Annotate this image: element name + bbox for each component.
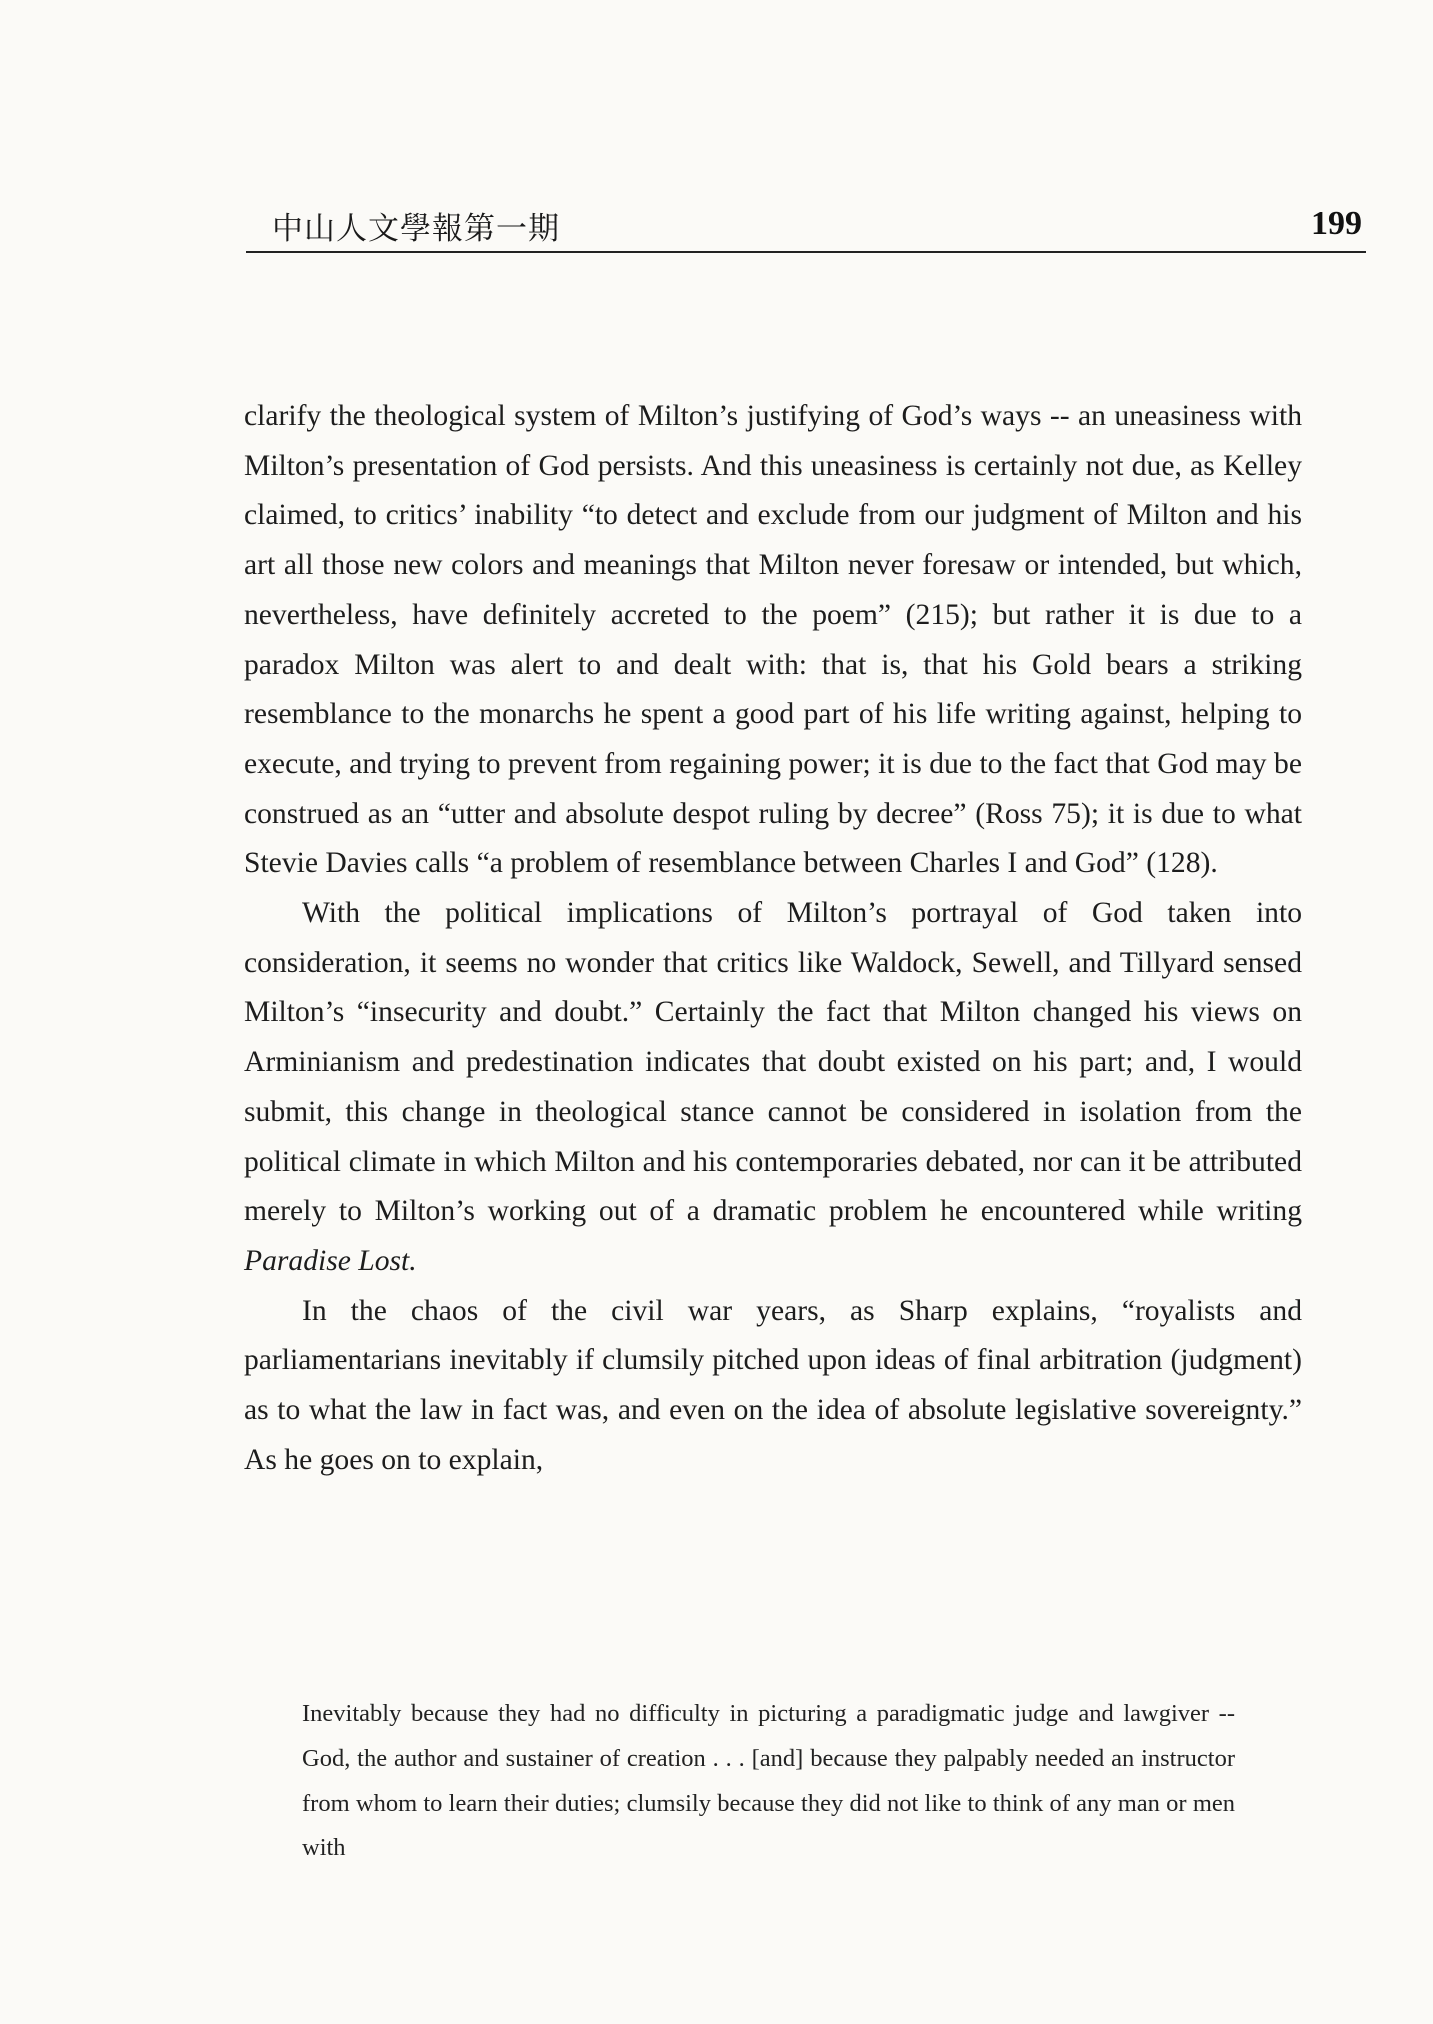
paragraph-2: [244, 889, 1302, 1287]
page-number: 199: [1311, 205, 1362, 242]
block-quote: [302, 1692, 1235, 1871]
block-quote-text: Inevitably because they had no difficulty in picturing a paradigmatic judge and lawgiver -- God, the author and sustainer of creation . . . [and] because they palpably needed an instructor from whom to learn their duties; clumsily because they did not like to think of any man or men with: [302, 1700, 1235, 1862]
paragraph-3: In the chaos of the civil war years, as Sharp explains, “royalists and parliamentarians inevitably if clumsily pitched upon ideas of final arbitration (judgment) as to what the law in fact was, and even on the idea of absolute legislative sovereignty.” As he goes on to explain,: [244, 1294, 1302, 1476]
header-rule: [246, 251, 1366, 253]
paragraph-2-text: With the political implications of Milton’s portrayal of God taken into consideration, it seems no wonder that critics like Waldock, Sewell, and Tillyard sensed Milton’s “insecurity and doubt.” Certainly the fact that Milton changed his views on Arminianism and predestination indicates that doubt existed on his part; and, I would submit, this change in theological stance cannot be considered in isolation from the political climate in which Milton and his contemporaries debated, nor can it be attributed merely to Milton’s working out of a dramatic problem he encountered while writing: [244, 897, 1302, 1228]
paragraph-1: clarify the theological system of Milton’s justifying of God’s ways -- an uneasiness with Milton’s presentation of God persists. And this uneasiness is certainly not due, as Kelley claimed, to critics’ inability “to detect and exclude from our judgment of Milton and his art all those new colors and meanings that Milton never foresaw or intended, but which, nevertheless, have definitely accreted to the poem” (215); but rather it is due to a paradox Milton was alert to and dealt with: that is, that his Gold bears a striking resemblance to the monarchs he spent a good part of his life writing against, helping to execute, and trying to prevent from regaining power; it is due to the fact that God may be construed as an “utter and absolute despot ruling by decree” (Ross 75); it is due to what Stevie Davies calls “a problem of resemblance between Charles I and God” (128).: [244, 400, 1302, 880]
paragraph-2-title: Paradise Lost.: [244, 1244, 417, 1277]
journal-title: 中山人文學報第一期: [272, 211, 560, 247]
main-text: [244, 392, 1302, 1485]
